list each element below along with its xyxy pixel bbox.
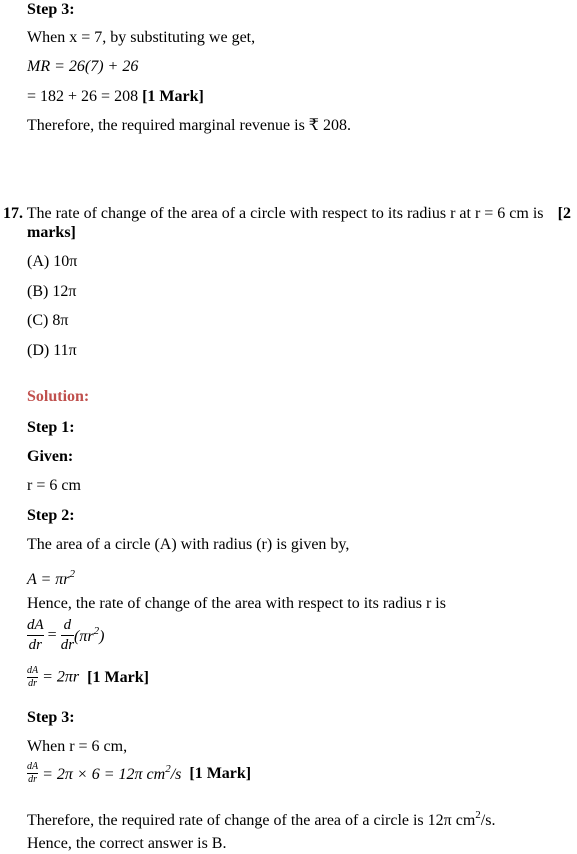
step2-heading: Step 2:: [27, 507, 75, 524]
d-dr-operator: $\frac{d}{dr}$: [60, 617, 75, 653]
final-answer: Hence, the correct answer is B.: [27, 835, 227, 852]
equals-sign: =: [47, 626, 57, 644]
step1-heading: Step 1:: [27, 419, 75, 436]
question-text: The rate of change of the area of a circle with respect to its radius r at r = 6 cm is: [26, 205, 544, 222]
area-formula-lhs: A = πr: [27, 571, 70, 588]
area-formula: [27, 564, 75, 590]
question-17: [3, 204, 575, 224]
solution-conclusion: Therefore, the required rate of change of the area of a circle is 12π $cm^2/s$.: [27, 809, 496, 829]
prev-calculation: [27, 87, 204, 107]
prev-mr-equation: MR = 26(7) + 26: [27, 58, 139, 75]
substitution-text: When r = 6 cm,: [27, 738, 128, 755]
prev-conclusion: Therefore, the required marginal revenue is ₹ 208.: [27, 117, 351, 134]
question-marks-a: [2: [557, 205, 571, 222]
option-d: (D) 11π: [27, 342, 77, 359]
dA-dr-small-fraction: $\frac{dA}{dr}$: [27, 665, 39, 689]
prev-calc-text: = 182 + 26 = 208: [27, 88, 139, 105]
question-marks-b: marks]: [27, 224, 76, 241]
final-derivative-mark: [1 Mark]: [189, 764, 252, 782]
given-heading: Given:: [27, 448, 74, 465]
area-intro: The area of a circle (A) with radius (r) is given by,: [27, 536, 350, 553]
option-a: (A) 10π: [27, 253, 78, 270]
final-derivative: [27, 762, 251, 785]
dA-dr-small-fraction-2: $\frac{dA}{dr}$: [27, 761, 39, 785]
option-b: (B) 12π: [27, 283, 77, 300]
final-derivative-text: = 2π × 6 = 12π $cm^2/s$: [42, 763, 182, 783]
derivative-result-text: = 2πr: [42, 668, 80, 686]
given-radius: r = 6 cm: [27, 477, 81, 494]
area-formula-exponent: 2: [69, 568, 76, 580]
solution-heading: Solution:: [27, 388, 90, 405]
prev-calc-mark: [1 Mark]: [142, 88, 204, 105]
derivative-operand: $(\pi r^2)$: [74, 625, 105, 645]
prev-step3-heading: Step 3:: [27, 1, 75, 18]
derivative-result: [27, 666, 149, 689]
derivative-result-mark: [1 Mark]: [87, 668, 149, 686]
step3-heading: Step 3:: [27, 709, 75, 726]
prev-when-text: When x = 7, by substituting we get,: [27, 29, 256, 46]
question-number: 17.: [3, 205, 23, 222]
rate-intro: Hence, the rate of change of the area with respect to its radius r is: [27, 595, 446, 612]
dA-dr-fraction: $\frac{dA}{dr}$: [27, 617, 44, 653]
derivative-equation: [27, 618, 104, 653]
option-c: (C) 8π: [27, 312, 69, 329]
